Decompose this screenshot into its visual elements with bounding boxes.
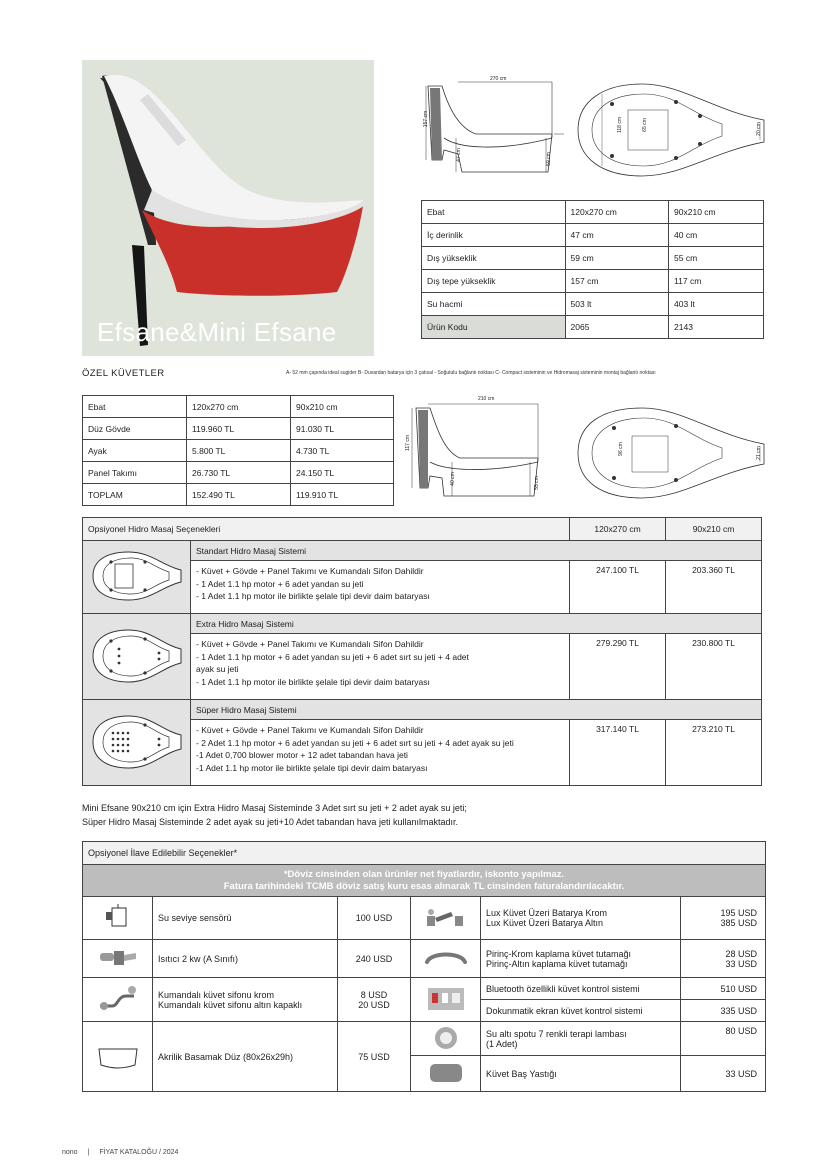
extra-price-line: 195 USD <box>720 908 757 918</box>
diagram-width-label: 270 cm <box>490 76 507 82</box>
table-cell: Su hacmi <box>422 293 566 316</box>
system-features <box>191 634 570 700</box>
table-row <box>422 224 764 247</box>
extra-label <box>153 978 338 1022</box>
table-cell: 152.490 TL <box>187 484 291 506</box>
feature-line: - 2 Adet 1.1 hp motor + 6 adet yandan su jeti + 6 adet sırt su jeti + 4 adet ayak su jeti <box>196 737 514 748</box>
extra-price: 75 USD <box>338 1022 411 1092</box>
plan-label: 96 cm <box>617 442 624 456</box>
extra-label: Su seviye sensörü <box>153 897 338 940</box>
footer <box>62 1149 186 1156</box>
extra-price: 100 USD <box>338 897 411 940</box>
table-row <box>83 1022 766 1056</box>
extras-table <box>82 841 766 1092</box>
plan-label: 118 cm <box>617 116 624 134</box>
table-cell: 40 cm <box>669 224 764 247</box>
table-cell: 403 lt <box>669 293 764 316</box>
product-photo <box>82 60 374 356</box>
extra-price: 80 USD <box>681 1022 766 1056</box>
extra-label-line: Kumandalı küvet sifonu krom <box>158 989 275 1000</box>
extra-label-line: Pirinç-Altın kaplama küvet tutamağı <box>486 958 628 969</box>
product-title: Efsane&Mini Efsane <box>97 317 337 347</box>
plan-view-diagram-large <box>572 80 768 180</box>
note-line: Mini Efsane 90x210 cm için Extra Hidro Masaj Sisteminde 3 Adet sırt su jeti + 2 adet ayak su jeti; <box>82 803 467 813</box>
diagram-height-label: 117 cm <box>405 434 412 452</box>
extra-label: Dokunmatik ekran küvet kontrol sistemi <box>481 1000 681 1022</box>
table-row <box>422 293 764 316</box>
pillow-icon <box>411 1056 481 1092</box>
table-cell: 24.150 TL <box>291 462 394 484</box>
table-row <box>422 247 764 270</box>
feature-line: - 1 Adet 1.1 hp motor ile birlikte şelale tipi devir daim bataryası <box>196 676 430 687</box>
diagram-width-label: 210 cm <box>478 396 495 402</box>
table-cell: 90x210 cm <box>291 396 394 418</box>
extra-price-line: 20 USD <box>358 999 390 1010</box>
system-features <box>191 561 570 614</box>
spot-lamp-icon <box>411 1022 481 1056</box>
extra-label-line: Lux Küvet Üzeri Batarya Krom <box>486 908 608 918</box>
plan-label: 20 cm <box>755 122 762 136</box>
table-cell: 91.030 TL <box>291 418 394 440</box>
extras-header: Opsiyonel İlave Edilebilir Seçenekler* <box>83 842 766 865</box>
price-cell: 247.100 TL <box>570 561 666 614</box>
table-row <box>422 316 764 339</box>
extra-price: 510 USD <box>681 978 766 1000</box>
step-icon <box>83 1022 153 1092</box>
table-row <box>83 978 766 1000</box>
water-level-sensor-icon <box>83 897 153 940</box>
extra-label: Akrilik Basamak Düz (80x26x29h) <box>153 1022 338 1092</box>
table-cell: TOPLAM <box>83 484 187 506</box>
feature-line: -1 Adet 1.1 hp motor ile birlikte şelale tipi devir daim bataryası <box>196 762 428 773</box>
banner-line: Fatura tarihindeki TCMB döviz satış kuru esas alınarak TL cinsinden faturalandırılacaktır. <box>223 880 625 892</box>
heater-icon <box>83 940 153 978</box>
side-view-diagram-large <box>418 76 568 186</box>
jet-note <box>82 801 467 829</box>
table-row <box>83 484 394 506</box>
super-system-thumbnail <box>83 700 191 786</box>
table-row <box>83 940 766 978</box>
table-header-row <box>83 518 762 541</box>
extra-label: Bluetooth özellikli küvet kontrol sistemi <box>481 978 681 1000</box>
extra-label-line: (1 Adet) <box>486 1038 518 1049</box>
feature-line: - 1 Adet 1.1 hp motor ile birlikte şelale tipi devir daim bataryası <box>196 591 430 602</box>
page-number: nono <box>62 1149 78 1156</box>
price-cell: 203.360 TL <box>666 561 762 614</box>
section-note: A- 52 mm çapında ideal sugider B- Duvardan batarya için 3 çatısal - Soğutulu bağlantı noktası C- Compact sisteminin ve Hidromasaj sisteminin montaj bağlantı noktası <box>286 370 656 376</box>
table-row <box>83 462 394 484</box>
system-name: Extra Hidro Masaj Sistemi <box>191 614 762 634</box>
system-features <box>191 720 570 786</box>
plan-view-diagram-small <box>572 404 768 502</box>
extra-label <box>481 940 681 978</box>
table-cell: 47 cm <box>565 224 668 247</box>
table-cell: 4.730 TL <box>291 440 394 462</box>
table-header-row <box>83 842 766 865</box>
side-view-diagram-small <box>400 396 550 502</box>
footer-divider: | <box>87 1149 90 1156</box>
table-cell: 120x270 cm <box>565 201 668 224</box>
table-row <box>83 418 394 440</box>
extra-price-line: 33 USD <box>725 958 757 969</box>
diagram-height-label: 157 cm <box>423 110 430 128</box>
table-cell: 503 lt <box>565 293 668 316</box>
extra-price: 240 USD <box>338 940 411 978</box>
table-cell: Dış yükseklik <box>422 247 566 270</box>
feature-line: - 1 Adet 1.1 hp motor + 6 adet yandan su jeti + 6 adet sırt su jeti + 4 adet <box>196 651 469 662</box>
catalog-title: FİYAT KATALOĞU / 2024 <box>99 1149 179 1156</box>
extra-label <box>481 1022 681 1056</box>
table-cell: İç derinlik <box>422 224 566 247</box>
plan-label: 65 cm <box>641 118 648 132</box>
table-cell: 119.910 TL <box>291 484 394 506</box>
table-cell: 26.730 TL <box>187 462 291 484</box>
column-header: 90x210 cm <box>666 518 762 541</box>
extra-label <box>481 897 681 940</box>
shoe-bathtub-illustration <box>82 60 374 356</box>
table-row <box>83 440 394 462</box>
table-cell: Ayak <box>83 440 187 462</box>
control-panel-icon <box>411 978 481 1022</box>
table-cell: 157 cm <box>565 270 668 293</box>
system-title-row <box>83 700 762 720</box>
table-cell: 90x210 cm <box>669 201 764 224</box>
table-cell: 5.800 TL <box>187 440 291 462</box>
table-cell: 2065 <box>565 316 668 339</box>
table-cell: 119.960 TL <box>187 418 291 440</box>
table-cell: Panel Takımı <box>83 462 187 484</box>
extra-label-line: Lux Küvet Üzeri Batarya Altın <box>486 918 604 928</box>
table-row <box>422 270 764 293</box>
banner-line: *Döviz cinsinden olan ürünler net fiyatlardır, iskonto yapılmaz. <box>283 868 565 880</box>
table-cell: 2143 <box>669 316 764 339</box>
feature-line: - Küvet + Gövde + Panel Takımı ve Kumandalı Sifon Dahildir <box>196 639 424 649</box>
system-title-row <box>83 541 762 561</box>
grab-handle-icon <box>411 940 481 978</box>
table-cell: Ebat <box>83 396 187 418</box>
diagram-depth-label: 40 cm <box>449 472 456 486</box>
hydro-header: Opsiyonel Hidro Masaj Seçenekleri <box>83 518 570 541</box>
extra-label-line: Su altı spotu 7 renkli terapi lambası <box>486 1028 627 1039</box>
table-cell: Düz Gövde <box>83 418 187 440</box>
system-name: Standart Hidro Masaj Sistemi <box>191 541 762 561</box>
extra-label-line: Kumandalı küvet sifonu altın kapaklı <box>158 999 303 1010</box>
faucet-icon <box>411 897 481 940</box>
currency-banner <box>83 865 766 897</box>
feature-line: - Küvet + Gövde + Panel Takımı ve Kumandalı Sifon Dahildir <box>196 566 424 576</box>
plan-label: 21 cm <box>755 446 762 460</box>
diagram-side-label: 59 cm <box>545 152 552 166</box>
extra-price <box>681 940 766 978</box>
feature-line: ayak su jeti <box>196 664 239 675</box>
extra-system-thumbnail <box>83 614 191 700</box>
spec-table <box>421 200 764 339</box>
table-cell: 120x270 cm <box>187 396 291 418</box>
banner-row <box>83 865 766 897</box>
drain-siphon-icon <box>83 978 153 1022</box>
table-row <box>83 897 766 940</box>
table-cell: 59 cm <box>565 247 668 270</box>
extra-price-line: 28 USD <box>725 948 757 959</box>
extra-price: 335 USD <box>681 1000 766 1022</box>
feature-line: -1 Adet 0,700 blower motor + 12 adet tabandan hava jeti <box>196 750 408 761</box>
table-cell: Ürün Kodu <box>422 316 566 339</box>
extra-price <box>681 897 766 940</box>
extra-label-line: Pirinç-Krom kaplama küvet tutamağı <box>486 948 632 959</box>
table-row <box>83 396 394 418</box>
extra-label: Isıtıcı 2 kw (A Sınıfı) <box>153 940 338 978</box>
table-cell: 117 cm <box>669 270 764 293</box>
extra-label: Küvet Baş Yastığı <box>481 1056 681 1092</box>
table-cell: Ebat <box>422 201 566 224</box>
price-table <box>82 395 394 506</box>
diagram-side-label: 55 cm <box>533 476 540 490</box>
diagram-depth-label: 47 cm <box>455 148 462 162</box>
feature-line: - Küvet + Gövde + Panel Takımı ve Kumandalı Sifon Dahildir <box>196 725 424 735</box>
system-name: Süper Hidro Masaj Sistemi <box>191 700 762 720</box>
table-cell: Dış tepe yükseklik <box>422 270 566 293</box>
table-cell: 55 cm <box>669 247 764 270</box>
column-header: 120x270 cm <box>570 518 666 541</box>
extra-price: 33 USD <box>681 1056 766 1092</box>
extra-price-line: 8 USD <box>360 989 388 1000</box>
extra-price <box>338 978 411 1022</box>
extra-price-line: 385 USD <box>720 918 757 928</box>
section-title: ÖZEL KÜVETLER <box>82 368 165 379</box>
price-cell: 273.210 TL <box>666 720 762 786</box>
standard-system-thumbnail <box>83 541 191 614</box>
price-cell: 230.800 TL <box>666 634 762 700</box>
price-cell: 279.290 TL <box>570 634 666 700</box>
feature-line: - 1 Adet 1.1 hp motor + 6 adet yandan su jeti <box>196 578 364 589</box>
system-title-row <box>83 614 762 634</box>
note-line: Süper Hidro Masaj Sisteminde 2 adet ayak su jeti+10 Adet tabandan hava jeti kullanılmaktadır. <box>82 817 458 827</box>
table-row <box>422 201 764 224</box>
hydro-options-table <box>82 517 762 786</box>
price-cell: 317.140 TL <box>570 720 666 786</box>
